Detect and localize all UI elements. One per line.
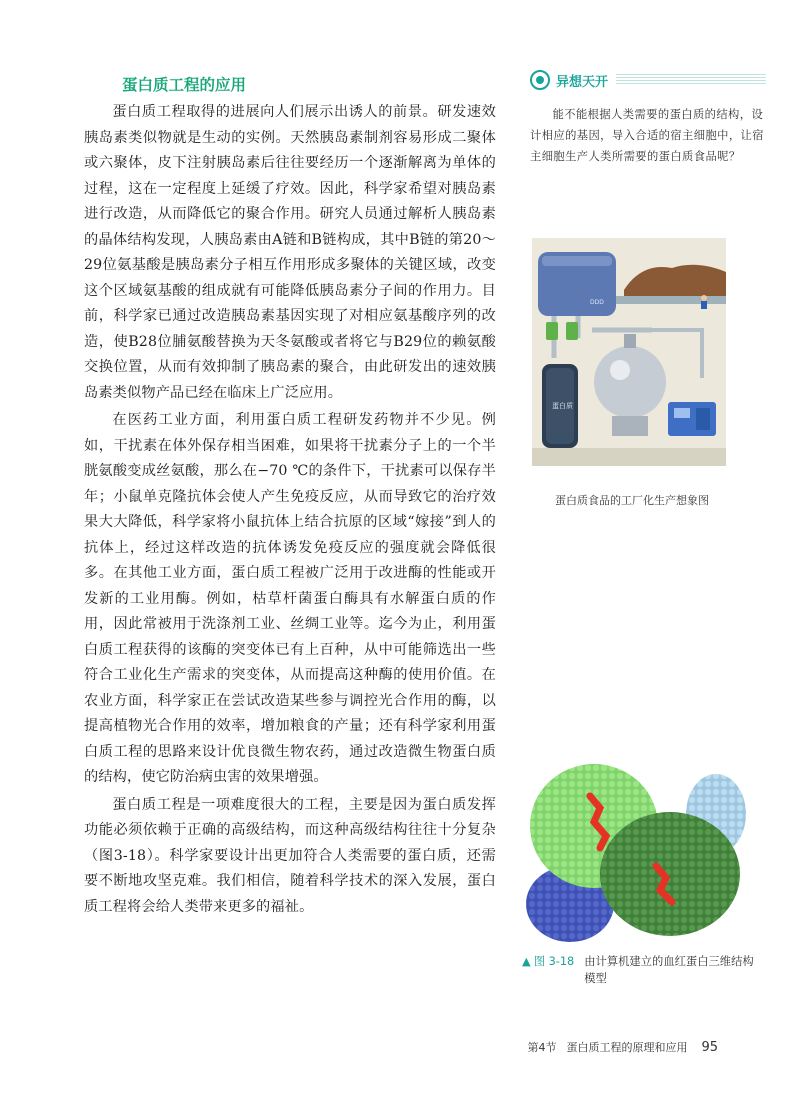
paragraph-3: 蛋白质工程是一项难度很大的工程，主要是因为蛋白质发挥功能必须依赖于正确的高级结构，而这种高级结构往往十分复杂（图3-18）。科学家要设计出更加符合人类需要的蛋白质，还需要不断地攻坚克难。我们相信，随着科学技术的深入发展，蛋白质工程将会给人类带来更多的福祉。 bbox=[84, 796, 496, 915]
footer-chapter: 蛋白质工程的原理和应用 bbox=[566, 1041, 688, 1054]
page-footer bbox=[508, 1039, 718, 1055]
triangle-marker-icon: ▲ bbox=[522, 955, 531, 968]
figure-caption-text: 由计算机建立的血红蛋白三维结构模型 bbox=[584, 955, 754, 985]
tank-label: 蛋白质 bbox=[552, 402, 573, 410]
sidebar-box bbox=[530, 66, 766, 167]
main-column bbox=[84, 74, 496, 920]
page-number: 95 bbox=[701, 1040, 718, 1055]
section-title: 蛋白质工程的应用 bbox=[122, 76, 247, 94]
sidebar-text: 能不能根据人类需要的蛋白质的结构，设计相应的基因，导入合适的宿主细胞中，让宿主细胞生产人类所需要的蛋白质食品呢？ bbox=[530, 108, 764, 163]
thought-bubble-icon bbox=[530, 70, 550, 90]
figure-caption bbox=[522, 953, 758, 987]
paragraph-1: 蛋白质工程取得的进展向人们展示出诱人的前景。研发速效胰岛素类似物就是生动的实例。天然胰岛素制剂容易形成二聚体或六聚体，皮下注射胰岛素后往往要经历一个逐渐解离为单体的过程，这在一定程度上延缓了疗效。因此，科学家希望对胰岛素进行改造，从而降低它的聚合作用。研究人员通过解析人胰岛素的晶体结构发现，人胰岛素由A链和B链构成，其中B链的第20～29位氨基酸是胰岛素分子相互作用形成多聚体的关键区域，改变这个区域氨基酸的组成就有可能降低胰岛素分子间的作用力。目前，科学家已通过改造胰岛素基因实现了对相应氨基酸序列的改造，使B28位脯氨酸替换为天冬氨酸或者将它与B29位的赖氨酸交换位置，从而有效抑制了胰岛素的聚合，由此研发出的速效胰岛素类似物产品已经在临床上广泛应用。 bbox=[84, 104, 496, 401]
sidebar-title: 异想天开 bbox=[556, 74, 609, 90]
sidebar-header bbox=[530, 66, 766, 94]
paragraph-2: 在医药工业方面，利用蛋白质工程研发药物并不少见。例如，干扰素在体外保存相当困难，如果将干扰素分子上的一个半胱氨酸变成丝氨酸，那么在−70 ℃的条件下，干扰素可以保存半年；小鼠单克隆抗体会使人产生免疫反应，从而导致它的治疗效果大大降低，科学家将小鼠抗体上结合抗原的区域“嫁接”到人的抗体上，经过这样改造的抗体诱发免疫反应的强度就会降低很多。在其他工业方面，蛋白质工程被广泛用于改进酶的性能或开发新的工业用酶。例如，枯草杆菌蛋白酶具有水解蛋白质的作用，因此常被用于洗涤剂工业、丝绸工业等。迄今为止，利用蛋白质工程获得的该酶的突变体已有上百种，从中可能筛选出一些符合工业化生产需求的突变体，从而提高这种酶的使用价值。在农业方面，科学家正在尝试改造某些参与调控光合作用的酶，以提高植物光合作用的效率，增加粮食的产量；还有科学家利用蛋白质工程的思路来设计优良微生物农药，通过改造微生物蛋白质的结构，使它防治病虫害的效果增强。 bbox=[84, 412, 496, 785]
sidebar-rule bbox=[616, 74, 766, 86]
hemoglobin-model-image bbox=[520, 756, 746, 946]
figure-label: 图 3-18 bbox=[533, 955, 575, 968]
factory-caption: 蛋白质食品的工厂化生产想象图 bbox=[555, 494, 709, 507]
machine-label: DDD bbox=[590, 299, 604, 306]
footer-section: 第4节 bbox=[527, 1041, 557, 1054]
factory-illustration bbox=[532, 238, 726, 466]
